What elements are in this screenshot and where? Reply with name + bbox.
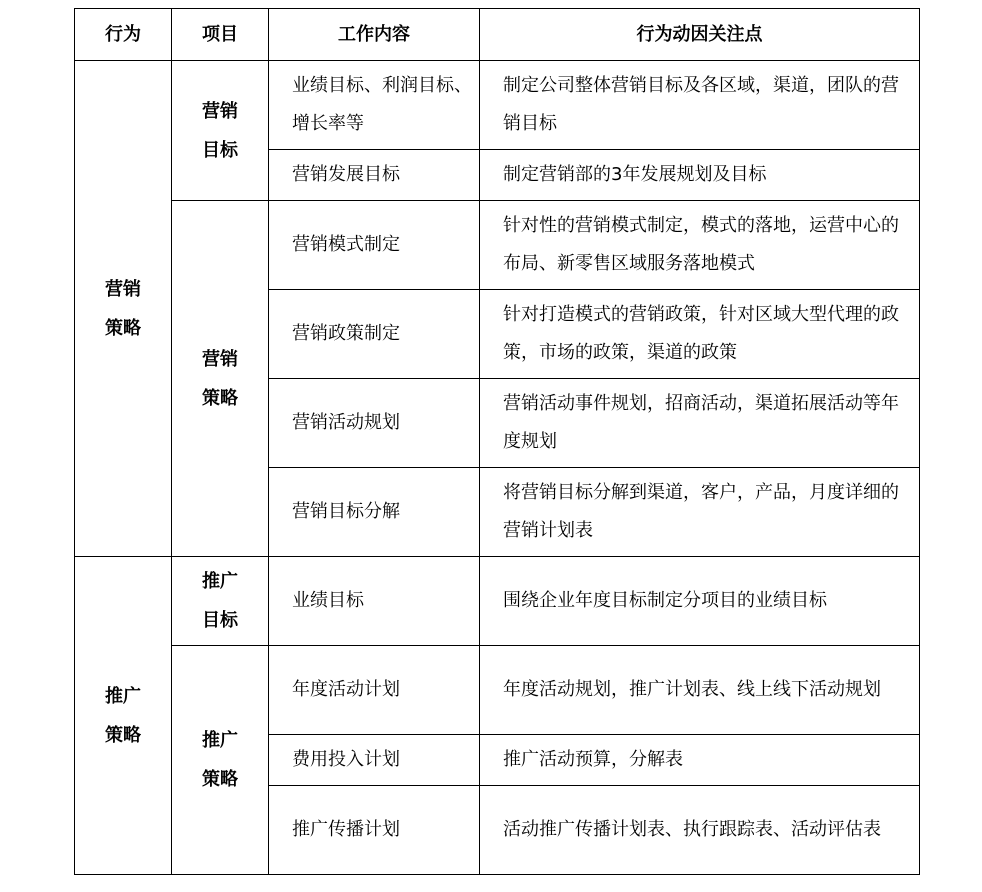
project-cell: 推广目标	[172, 557, 269, 646]
content-cell: 年度活动计划	[269, 646, 480, 735]
content-cell: 推广传播计划	[269, 786, 480, 875]
content-cell: 营销目标分解	[269, 468, 480, 557]
focus-cell: 针对性的营销模式制定，模式的落地，运营中心的布局、新零售区域服务落地模式	[480, 201, 920, 290]
header-project: 项目	[172, 9, 269, 61]
project-cell: 推广策略	[172, 646, 269, 875]
focus-cell: 围绕企业年度目标制定分项目的业绩目标	[480, 557, 920, 646]
focus-cell: 活动推广传播计划表、执行跟踪表、活动评估表	[480, 786, 920, 875]
behavior-cell: 营销策略	[75, 61, 172, 557]
table-row	[75, 646, 920, 735]
project-cell: 营销目标	[172, 61, 269, 201]
content-cell: 营销发展目标	[269, 150, 480, 201]
content-cell: 营销活动规划	[269, 379, 480, 468]
behavior-cell: 推广策略	[75, 557, 172, 875]
content-cell: 业绩目标	[269, 557, 480, 646]
content-cell: 费用投入计划	[269, 735, 480, 786]
focus-cell: 将营销目标分解到渠道，客户，产品，月度详细的营销计划表	[480, 468, 920, 557]
table-row	[75, 557, 920, 646]
table-row	[75, 61, 920, 150]
focus-cell: 推广活动预算，分解表	[480, 735, 920, 786]
content-cell: 营销政策制定	[269, 290, 480, 379]
focus-cell: 制定营销部的3年发展规划及目标	[480, 150, 920, 201]
header-row	[75, 9, 920, 61]
behavior-table	[74, 8, 920, 875]
project-cell: 营销策略	[172, 201, 269, 557]
header-focus: 行为动因关注点	[480, 9, 920, 61]
focus-cell: 营销活动事件规划，招商活动，渠道拓展活动等年度规划	[480, 379, 920, 468]
content-cell: 营销模式制定	[269, 201, 480, 290]
focus-cell: 针对打造模式的营销政策，针对区域大型代理的政策，市场的政策，渠道的政策	[480, 290, 920, 379]
focus-cell: 年度活动规划，推广计划表、线上线下活动规划	[480, 646, 920, 735]
header-content: 工作内容	[269, 9, 480, 61]
header-behavior: 行为	[75, 9, 172, 61]
focus-cell: 制定公司整体营销目标及各区域，渠道，团队的营销目标	[480, 61, 920, 150]
content-cell: 业绩目标、利润目标、增长率等	[269, 61, 480, 150]
table-row	[75, 201, 920, 290]
